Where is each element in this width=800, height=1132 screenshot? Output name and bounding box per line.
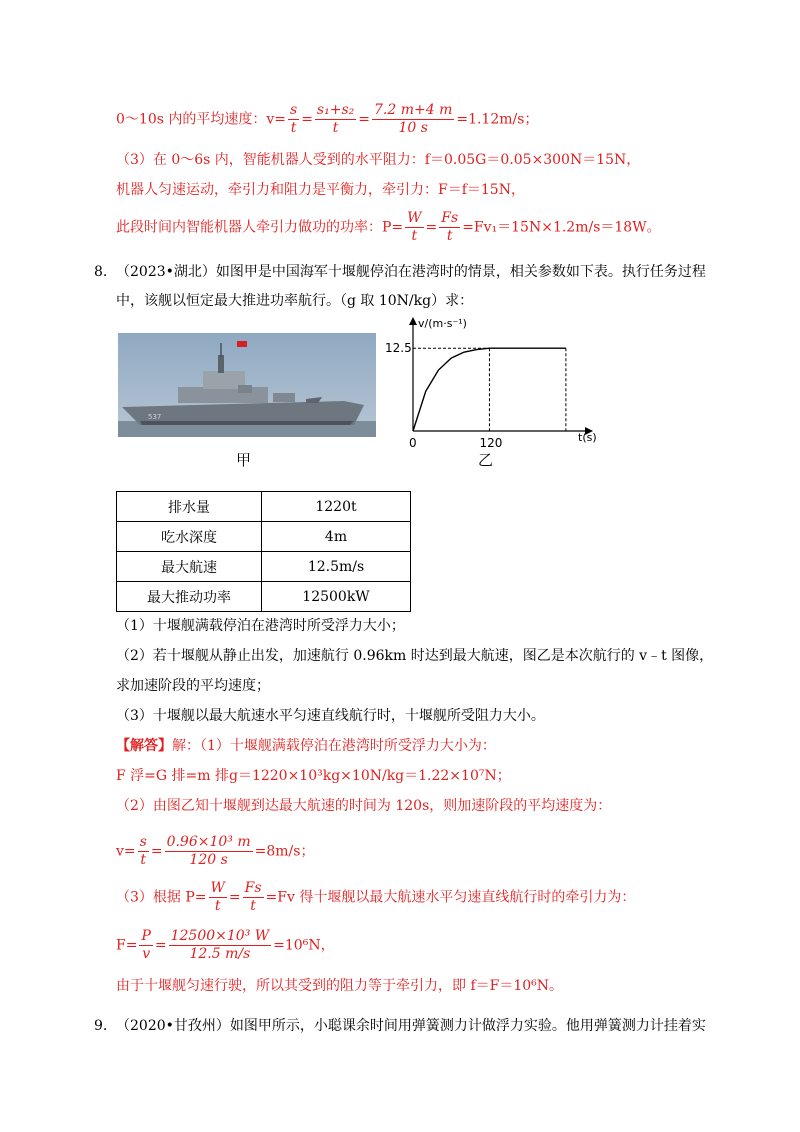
solution-line-traction: 机器人匀速运动，牵引力和阻力是平衡力，牵引力：F＝f＝15N， [116, 182, 525, 198]
table-row: 吃水深度 4m [117, 522, 411, 552]
question-9-text-line1: （2020•甘孜州）如图甲所示，小聪课余时间用弹簧测力计做浮力实验。他用弹簧测力计挂着实 [116, 1018, 706, 1034]
answer-line-2: （2）由图乙知十堰舰到达最大航速的时间为 120s，则加速阶段的平均速度为： [116, 798, 612, 814]
question-8-number: 8. [94, 264, 108, 280]
x-tick-label: 120 [479, 436, 503, 450]
table-row: 最大航速 12.5m/s [117, 552, 411, 582]
caption-jia: 甲 [236, 451, 252, 469]
subquestion-2-line1: （2）若十堰舰从静止出发，加速航行 0.96km 时达到最大航速，图乙是本次航行的 v﹣t 图像， [116, 648, 714, 664]
fraction: $\frac{s}{t}$ [139, 834, 147, 868]
fraction: $\frac{s}{t}$ [290, 102, 298, 136]
fraction: $\frac{W}{t}$ [407, 210, 422, 244]
answer-line-1: 【解答】解：（1）十堰舰满载停泊在港湾时所受浮力大小为： [116, 738, 496, 754]
fraction: $\frac{Fs}{t}$ [441, 210, 459, 244]
caption-yi: 乙 [478, 451, 494, 469]
x-tick-label: 0 [409, 436, 417, 450]
subquestion-1: （1）十堰舰满载停泊在港湾时所受浮力大小； [116, 618, 405, 634]
parameter-table [116, 491, 411, 612]
fraction: $\frac{W}{t}$ [210, 880, 225, 914]
solution-line-power: 此段时间内智能机器人牵引力做功的功率：P= $\frac{W}{t}$ = $\frac{Fs}{t}$ =Fv₁＝15N×1.2m/s＝18W。 [116, 210, 661, 244]
answer-line-resistance: 由于十堰舰匀速行驶，所以其受到的阻力等于牵引力，即 f＝F＝10⁶N。 [116, 978, 564, 994]
question-8-text-line1: （2023•湖北）如图甲是中国海军十堰舰停泊在港湾时的情景，相关参数如下表。执行任务过程 [116, 264, 706, 280]
answer-line-force: F= $\frac{P}{v}$ = $\frac{\text{12500×10³ W}}{12.5 m/s}$ =10⁶N， [116, 928, 335, 962]
answer-line-avg-speed: v= $\frac{s}{t}$ = $\frac{\text{0.96×10³ m}}{120 s}$ =8m/s； [116, 834, 315, 868]
fraction: $\frac{P}{v}$ [141, 928, 151, 962]
subquestion-3: （3）十堰舰以最大航速水平匀速直线航行时，十堰舰所受阻力大小。 [116, 708, 545, 724]
solution-line-resistance: （3）在 0～6s 内，智能机器人受到的水平阻力：f＝0.05G＝0.05×300N＝15N， [116, 152, 641, 168]
question-8-text-line2: 中，该舰以恒定最大推进功率航行。（g 取 10N/kg）求： [116, 293, 474, 309]
subquestion-2-line2: 求加速阶段的平均速度； [116, 678, 270, 694]
y-axis-label: v/(m·s⁻¹) [418, 317, 467, 330]
fraction: $\frac{Fs}{t}$ [244, 880, 262, 914]
y-tick-label: 12.5 [385, 341, 412, 356]
fraction: $\frac{7.2 m+4 m}{10 s}$ [373, 102, 453, 136]
answer-line-3: （3）根据 P= $\frac{W}{t}$ = $\frac{Fs}{t}$ =Fv 得十堰舰以最大航速水平匀速直线航行时的牵引力为： [116, 880, 636, 914]
fraction: $\frac{\text{0.96×10³ m}}{120 s}$ [166, 834, 251, 868]
velocity-time-chart [380, 313, 610, 473]
x-axis-label: t(s) [578, 431, 597, 444]
fraction: $\frac{\text{s₁+s₂}}{t}$ [316, 102, 355, 136]
answer-tag: 【解答】 [116, 738, 172, 754]
solution-line-avg-speed: 0～10s 内的平均速度：v= $\frac{s}{t}$ = $\frac{\text{s₁+s₂}}{t}$ = $\frac{7.2 m+4 m}{10 s}$ =1.12m/s； [116, 102, 539, 136]
hull-number: 537 [148, 413, 162, 421]
question-9-number: 9. [94, 1018, 108, 1034]
answer-line-buoyancy: F 浮=G 排=m 排g＝1220×10³kg×10N/kg＝1.22×10⁷N； [116, 768, 511, 784]
table-row: 最大推动功率 12500kW [117, 582, 411, 612]
warship-photo [118, 333, 376, 437]
fraction: $\frac{\text{12500×10³ W}}{12.5 m/s}$ [170, 928, 270, 962]
table-row: 排水量 1220t [117, 492, 411, 522]
y-axis-arrow [409, 317, 417, 325]
